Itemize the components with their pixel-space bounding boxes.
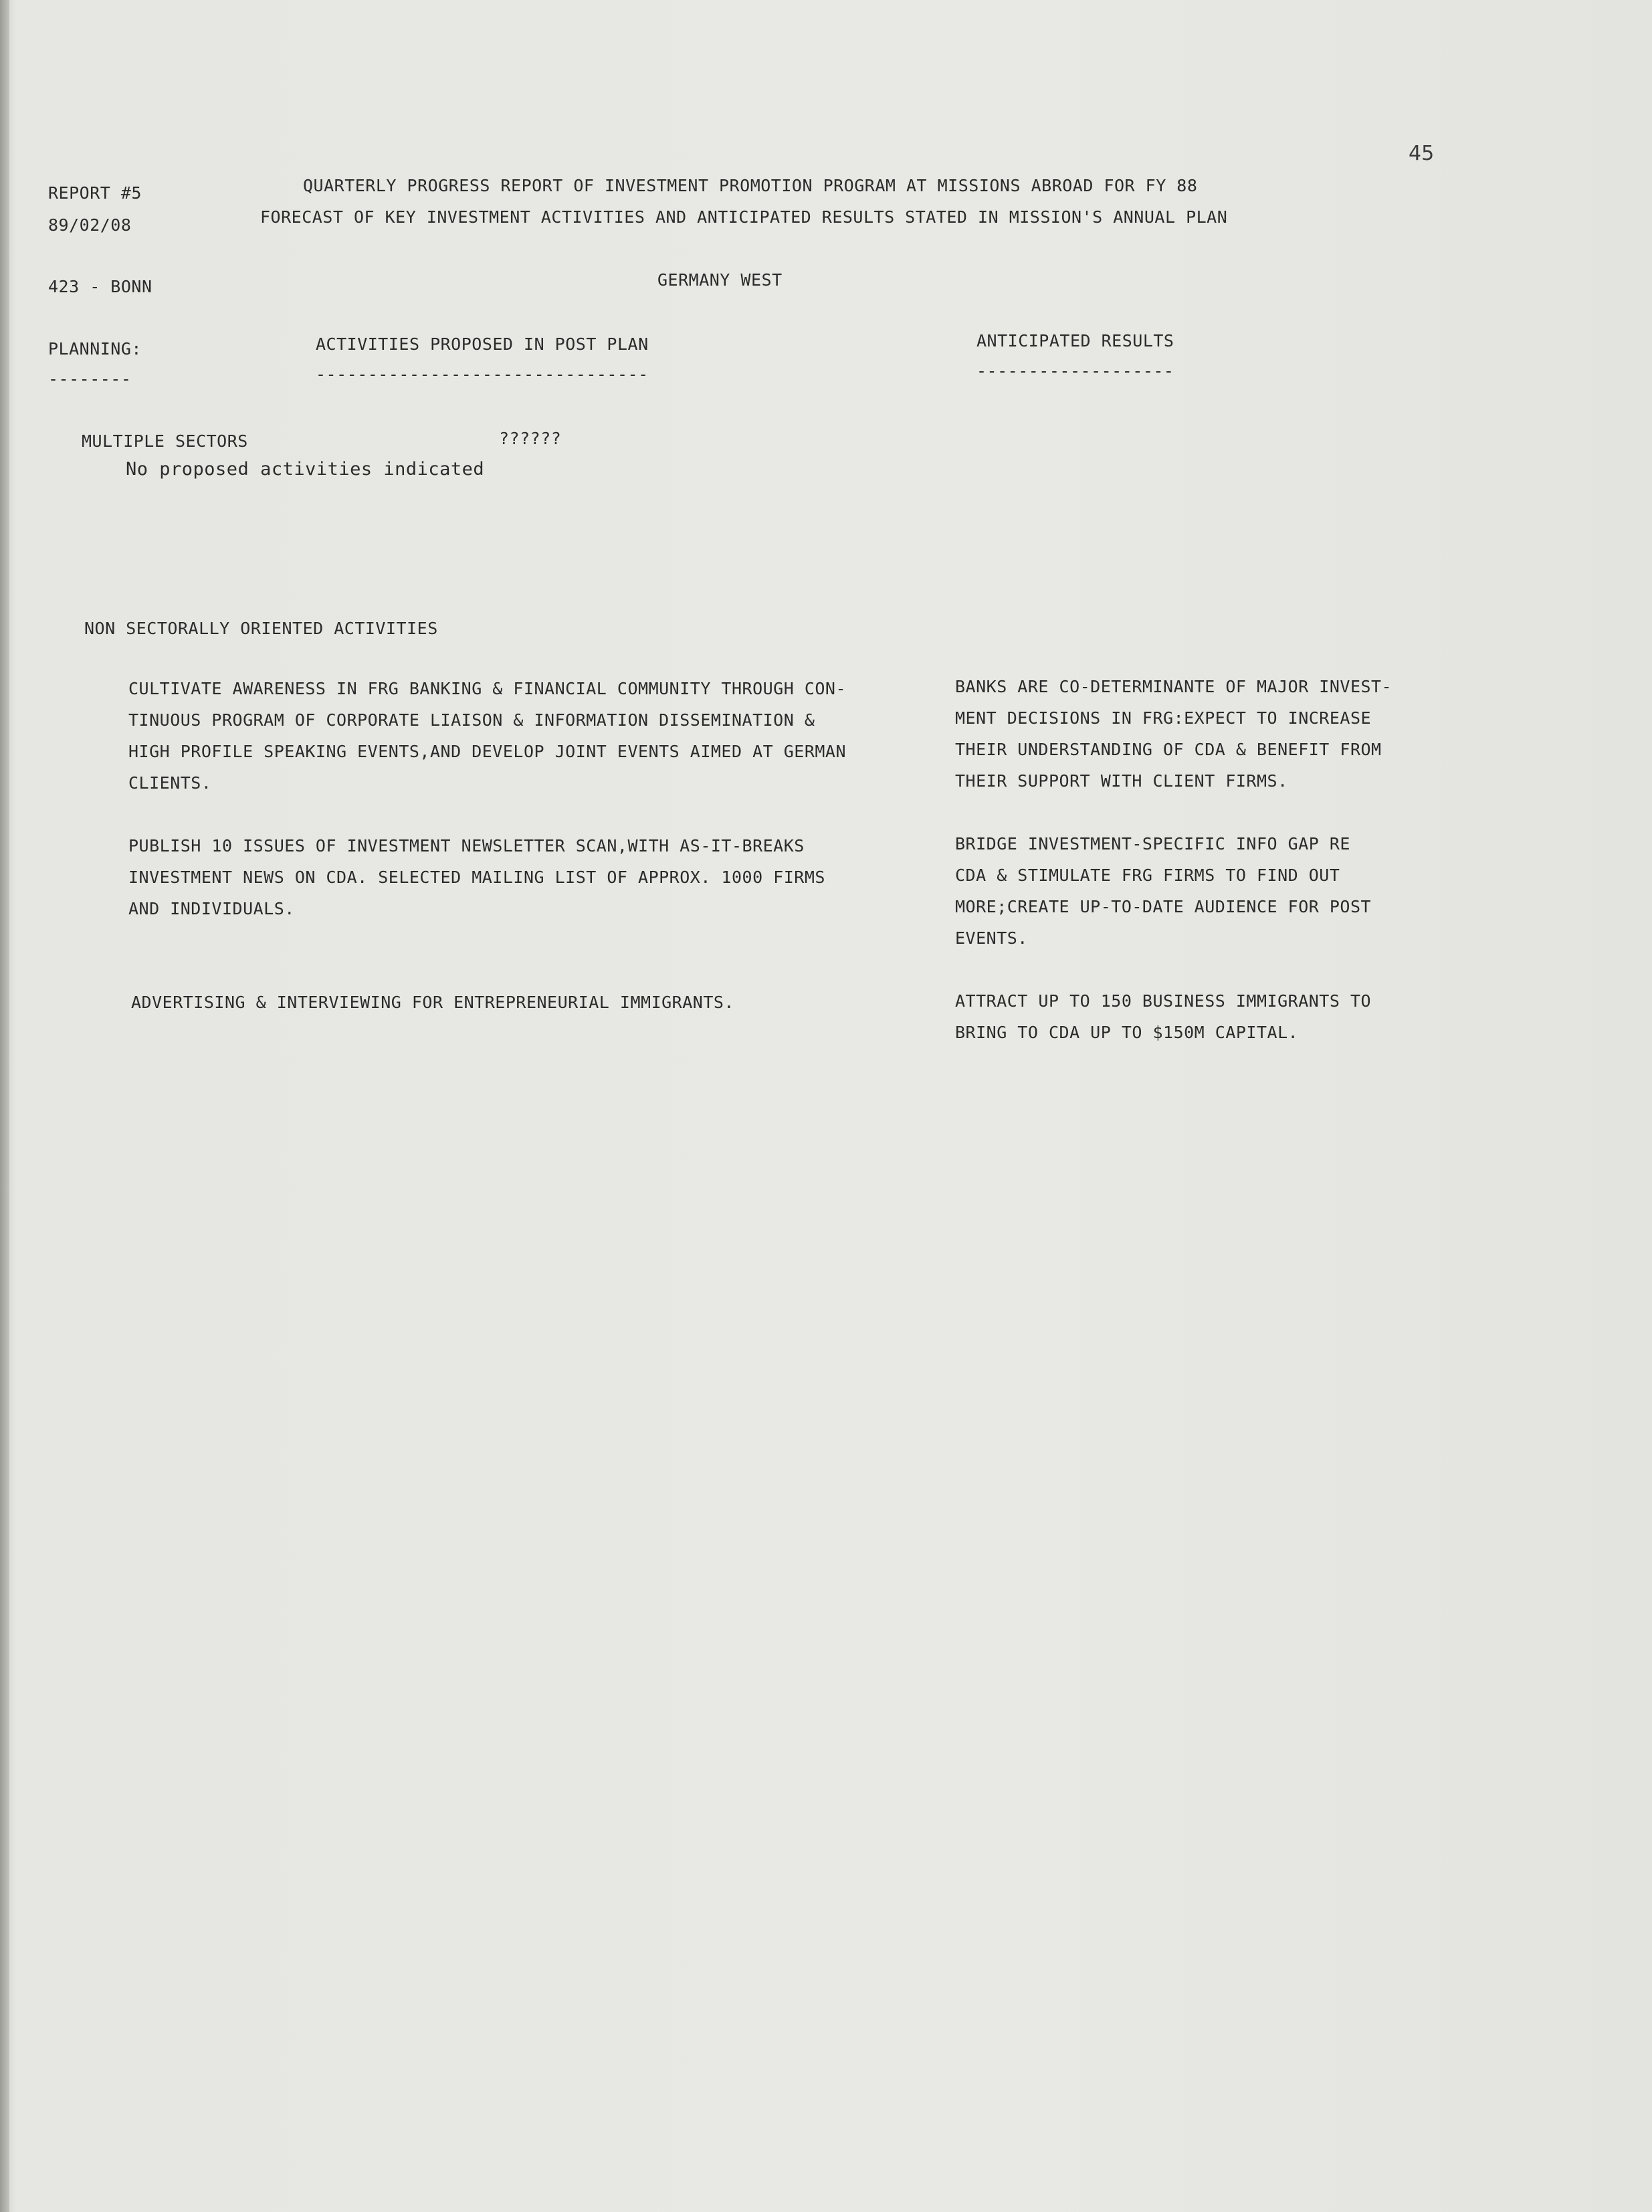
report-title-line2: FORECAST OF KEY INVESTMENT ACTIVITIES AND ANTICIPATED RESULTS STATED IN MISSION'S ANNUAL PLAN	[260, 207, 1228, 227]
unknown-marks: ??????	[499, 429, 562, 448]
report-date: 89/02/08	[48, 215, 132, 235]
activity-item: CULTIVATE AWARENESS IN FRG BANKING & FINANCIAL COMMUNITY THROUGH CON- TINUOUS PROGRAM OF CORPORATE LIAISON & INFORMATION DISSEMINATION & HIGH PROFILE SPEAKING EVENTS,AND DEVELOP JOINT EVENTS AIMED AT GERMAN CLIENTS.	[128, 679, 847, 793]
country-name: GERMANY WEST	[657, 270, 783, 290]
no-activities-note: No proposed activities indicated	[126, 459, 485, 480]
activity-item: PUBLISH 10 ISSUES OF INVESTMENT NEWSLETTER SCAN,WITH AS-IT-BREAKS INVESTMENT NEWS ON CDA. SELECTED MAILING LIST OF APPROX. 1000 FIRMS AND INDIVIDUALS.	[128, 836, 825, 918]
results-column-header: ANTICIPATED RESULTS	[976, 331, 1174, 350]
planning-label: PLANNING:	[48, 339, 142, 359]
results-column-underline: -------------------	[976, 361, 1174, 381]
planning-underline: --------	[48, 369, 132, 389]
result-item: BANKS ARE CO-DETERMINANTE OF MAJOR INVEST- MENT DECISIONS IN FRG:EXPECT TO INCREASE THEIR UNDERSTANDING OF CDA & BENEFIT FROM THEIR SUPPORT WITH CLIENT FIRMS.	[955, 677, 1392, 791]
activities-column-header: ACTIVITIES PROPOSED IN POST PLAN	[316, 334, 649, 354]
page-edge-shadow	[0, 0, 9, 2212]
report-number: REPORT #5	[48, 183, 142, 203]
mission-code: 423 - BONN	[48, 277, 152, 296]
activities-column-underline: --------------------------------	[316, 365, 649, 384]
result-item: BRIDGE INVESTMENT-SPECIFIC INFO GAP RE CDA & STIMULATE FRG FIRMS TO FIND OUT MORE;CREATE UP-TO-DATE AUDIENCE FOR POST EVENTS.	[955, 834, 1372, 948]
multiple-sectors-heading: MULTIPLE SECTORS	[82, 431, 248, 451]
result-item: ATTRACT UP TO 150 BUSINESS IMMIGRANTS TO BRING TO CDA UP TO $150M CAPITAL.	[955, 991, 1372, 1042]
report-title-line1: QUARTERLY PROGRESS REPORT OF INVESTMENT PROMOTION PROGRAM AT MISSIONS ABROAD FOR FY 88	[303, 176, 1198, 195]
activity-item: ADVERTISING & INTERVIEWING FOR ENTREPRENEURIAL IMMIGRANTS.	[131, 993, 734, 1012]
non-sectoral-heading: NON SECTORALLY ORIENTED ACTIVITIES	[84, 619, 438, 638]
page-number: 45	[1409, 142, 1435, 165]
